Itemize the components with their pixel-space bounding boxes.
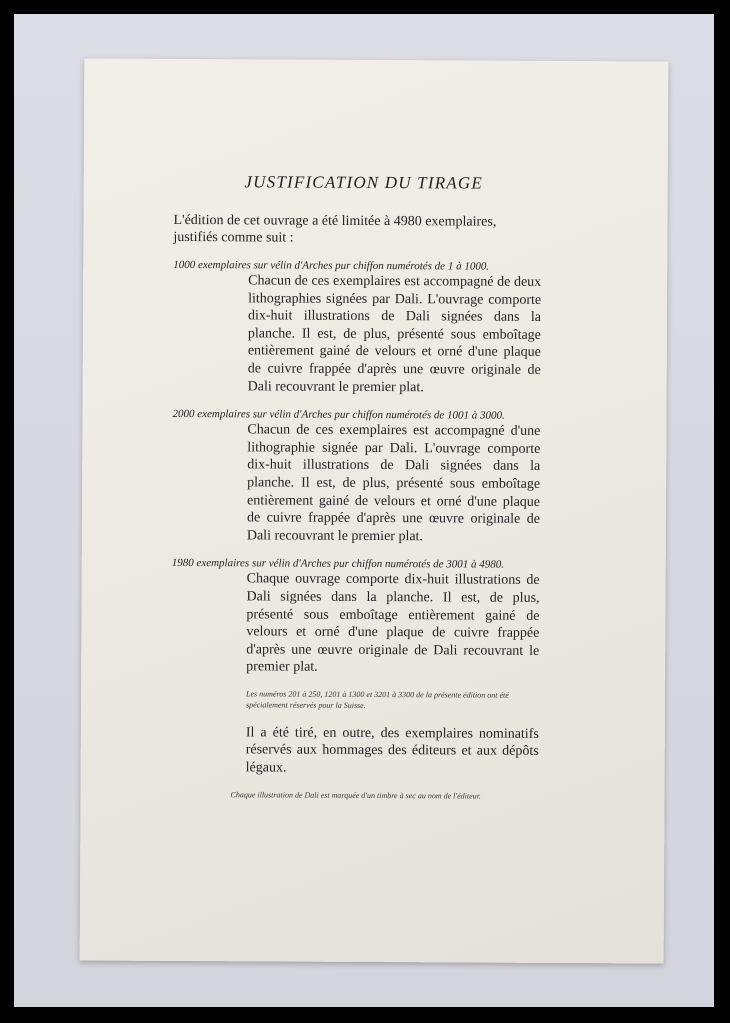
section-3-body: Chaque ouvrage comporte dix-huit illustrations de Dali signées dans la planche. Il est, de plus, présenté sous emboîtage entièrement gainé de velours et orné d'une plaque de cuivre frappée d'après une œuvre originale de Dali recouvrant le premier plat. [246,571,540,675]
section-2-body: Chacun de ces exemplaires est accompagné d'une lithographie signée par Dali. L'ouvrage comporte dix-huit illustrations de Dali signées dans la planche. Il est, de plus, présenté sous emboîtage entièrement gainé de velours et orné d'une plaque de cuivre frappée d'après une œuvre originale de Dali recouvrant le premier plat. [246,422,541,544]
document-page [80,58,669,963]
page-title: JUSTIFICATION DU TIRAGE [244,172,484,193]
section-1-body: Chacun de ces exemplaires est accompagné de deux lithographies signées par Dali. L'ouvrage comporte dix-huit illustrations de Dali signées dans la planche. Il est, de plus, présenté sous emboîtage entièrement gainé de velours et orné d'une plaque de cuivre frappée d'après une œuvre originale de Dali recouvrant le premier plat. [247,273,542,395]
section-3-heading: 1980 exemplaires sur vélin d'Arches pur chiffon numérotés de 3001 à 4980. [171,557,505,571]
section-1-heading: 1000 exemplaires sur vélin d'Arches pur chiffon numérotés de 1 à 1000. [173,258,490,273]
nominatifs-paragraph: Il a été tiré, en outre, des exemplaires nominatifs réservés aux hommages des éditeurs et aux dépôts légaux. [245,725,539,776]
note-suisse: Les numéros 201 à 250, 1201 à 1300 et 3201 à 3300 de la présente édition ont été spécialement réservés pour la Suisse. [245,689,509,710]
intro-paragraph: L'édition de cet ouvrage a été limitée à 4980 exemplaires, justifiés comme suit : [173,212,497,246]
note-timbre: Chaque illustration de Dali est marquée d'un timbre à sec au nom de l'éditeur. [230,789,481,801]
section-2-heading: 2000 exemplaires sur vélin d'Arches pur chiffon numérotés de 1001 à 3000. [172,408,505,422]
page-content [170,172,553,816]
